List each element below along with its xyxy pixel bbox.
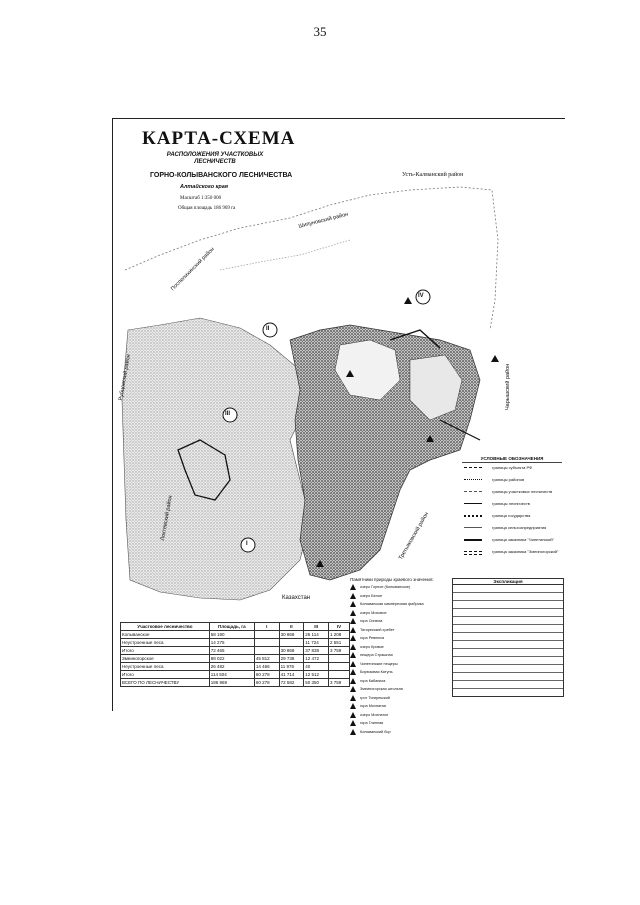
poi-item <box>350 661 455 670</box>
legend-label: границы субъекта РФ <box>492 465 533 470</box>
table-cell <box>328 663 349 671</box>
table-cell: 60 278 <box>254 671 279 679</box>
map-legend <box>462 456 562 559</box>
table-cell: Неустроенные леса <box>121 663 210 671</box>
legend-label: границы лесничеств <box>492 501 530 506</box>
poi-label: гора Ревнюха <box>360 636 385 640</box>
legend-label: граница государства <box>492 513 531 518</box>
neighbor-label: Чарышский район <box>505 363 511 410</box>
table-row <box>121 647 350 655</box>
table-header-row <box>121 623 350 631</box>
poi-item <box>350 669 455 678</box>
legend-symbol <box>464 503 482 504</box>
legend-title: УСЛОВНЫЕ ОБОЗНАЧЕНИЯ <box>462 456 562 463</box>
legend-label: границы участковых лесничеств <box>492 489 553 494</box>
region-name: Алтайского края <box>180 184 229 190</box>
marker-label: II <box>266 326 270 332</box>
poi-label: озеро Белое <box>360 593 383 598</box>
legend-symbol <box>464 467 482 468</box>
table-header: I <box>254 623 279 631</box>
table-row <box>121 663 350 671</box>
poi-label: гора Кабаниха <box>360 678 386 683</box>
legend-item <box>462 523 562 535</box>
poi-item <box>350 652 455 661</box>
neighbor-label: Поспелихинский район <box>170 246 216 293</box>
table-row <box>121 655 350 663</box>
page-number: 35 <box>313 24 327 39</box>
poi-list <box>350 577 455 737</box>
poi-label: Бирюзовая Катунь <box>360 670 393 674</box>
subtitle-line-1: РАСПОЛОЖЕНИЯ УЧАСТКОВЫХ <box>166 152 264 158</box>
total-area: Общая площадь 186 969 га <box>178 206 236 211</box>
poi-label: озеро Горное (Колыванское) <box>360 585 411 589</box>
table-cell: 11 724 <box>304 639 329 647</box>
neighbor-label: Казахстан <box>282 595 311 601</box>
triangle-icon <box>350 669 356 675</box>
table-cell: 14 466 <box>254 663 279 671</box>
table-cell: Змеиногорское <box>121 655 210 663</box>
table-cell: 14 275 <box>209 639 254 647</box>
triangle-icon <box>350 678 356 684</box>
marker-label: III <box>225 411 231 417</box>
explication-row <box>453 665 563 673</box>
table-cell: 72 465 <box>209 647 254 655</box>
explication-row <box>453 617 563 625</box>
legend-item <box>462 511 562 523</box>
poi-item <box>350 712 455 721</box>
neighbor-label: Третьяковский район <box>398 511 431 561</box>
triangle-icon <box>350 652 356 658</box>
neighbor-label: Рубцовский район <box>118 353 133 402</box>
explication-row <box>453 673 563 681</box>
legend-item <box>462 547 562 559</box>
map-subtitle <box>165 152 265 166</box>
poi-label: озеро Моховое <box>360 610 387 615</box>
poi-label: озеро Мохнатое <box>360 712 389 717</box>
legend-symbol <box>464 551 482 555</box>
poi-label: Тигирекский хребет <box>360 627 395 632</box>
poi-item <box>350 593 455 602</box>
table-cell <box>279 639 304 647</box>
triangle-icon <box>350 729 356 735</box>
table-row <box>121 671 350 679</box>
explication-row <box>453 681 563 689</box>
poi-title: Памятники природы краевого значения: <box>350 577 434 582</box>
legend-symbol <box>464 491 482 492</box>
legend-symbol <box>464 527 482 528</box>
neighbor-label: Усть-Калманский район <box>402 172 464 178</box>
table-cell <box>328 655 349 663</box>
table-cell: 3 759 <box>328 647 349 655</box>
poi-item <box>350 720 455 729</box>
table-cell <box>254 639 279 647</box>
poi-label: гора Глинная <box>360 721 384 725</box>
poi-label: грот Тигирекский <box>360 695 390 700</box>
poi-item <box>350 729 455 738</box>
poi-label: Змеиногорская штольня <box>360 687 403 691</box>
table-cell: Итого <box>121 671 210 679</box>
poi-item <box>350 627 455 636</box>
table-cell: 50 350 <box>304 679 329 687</box>
explication-row <box>453 601 563 609</box>
triangle-icon <box>350 661 356 667</box>
poi-triangle <box>491 355 499 362</box>
table-cell: 186 969 <box>209 679 254 687</box>
legend-item <box>462 475 562 487</box>
triangle-icon <box>350 584 356 590</box>
legend-symbol <box>464 539 482 541</box>
poi-item <box>350 686 455 695</box>
triangle-icon <box>350 635 356 641</box>
table-cell: 60 278 <box>254 679 279 687</box>
neighbor-label: Локтевский район <box>160 495 174 542</box>
map-title: КАРТА-СХЕМА <box>142 128 296 149</box>
table-cell: 2 551 <box>328 639 349 647</box>
legend-label: граница заказника "Чинетинский" <box>492 537 555 542</box>
table-cell: 40 <box>304 663 329 671</box>
explication-row <box>453 657 563 665</box>
table-cell: 3 759 <box>328 679 349 687</box>
explication-row <box>453 593 563 601</box>
explication-row <box>453 641 563 649</box>
table-cell: 88 022 <box>209 655 254 663</box>
table-header: IV <box>328 623 349 631</box>
triangle-icon <box>350 627 356 633</box>
legend-symbol <box>464 515 482 517</box>
poi-item <box>350 610 455 619</box>
table-cell: Неустроенные леса <box>121 639 210 647</box>
legend-label: граница заказника "Змеиногорский" <box>492 549 559 554</box>
poi-item <box>350 695 455 704</box>
table-cell: 29 738 <box>279 655 304 663</box>
table-cell: 72 582 <box>279 679 304 687</box>
explication-row <box>453 625 563 633</box>
table-row <box>121 631 350 639</box>
marker-label: IV <box>418 293 424 299</box>
table-cell: 30 868 <box>279 631 304 639</box>
table-cell: 26 482 <box>209 663 254 671</box>
table-cell: 30 868 <box>279 647 304 655</box>
table-cell <box>254 631 279 639</box>
triangle-icon <box>350 712 356 718</box>
area-table <box>120 622 350 687</box>
marker-label: I <box>246 541 248 547</box>
map-scale: Масштаб 1:350 000 <box>180 196 222 201</box>
table-cell: 45 812 <box>254 655 279 663</box>
triangle-icon <box>350 720 356 726</box>
poi-label: гора Синюха <box>360 619 383 623</box>
subtitle-line-2: ЛЕСНИЧЕСТВ <box>194 159 236 165</box>
table-header: II <box>279 623 304 631</box>
marker-circle <box>241 538 255 552</box>
poi-item <box>350 635 455 644</box>
table-row <box>121 639 350 647</box>
legend-item <box>462 487 562 499</box>
explication-row <box>453 609 563 617</box>
explication-row <box>453 585 563 593</box>
table-cell: 41 714 <box>279 671 304 679</box>
poi-item <box>350 584 455 593</box>
explication-row <box>453 649 563 657</box>
poi-label: гора Мохнатая <box>360 704 386 708</box>
poi-label: Чинетинские пещеры <box>360 661 398 666</box>
triangle-icon <box>350 686 356 692</box>
explication-row <box>453 689 563 696</box>
table-row <box>121 679 350 687</box>
legend-item <box>462 499 562 511</box>
table-header: Участковое лесничество <box>121 623 210 631</box>
neighbor-label: Шипуновский район <box>298 211 349 230</box>
table-cell: 37 838 <box>304 647 329 655</box>
table-cell: 12 512 <box>304 671 329 679</box>
poi-item <box>350 601 455 610</box>
table-cell: ВСЕГО ПО ЛЕСНИЧЕСТВУ <box>121 679 210 687</box>
table-cell: 12 472 <box>304 655 329 663</box>
poi-label: озеро Кривое <box>360 644 384 649</box>
table-header: III <box>304 623 329 631</box>
explication-box <box>452 578 564 697</box>
explication-row <box>453 633 563 641</box>
table-cell: 26 114 <box>304 631 329 639</box>
legend-label: граница сельхозпредприятия <box>492 525 547 530</box>
poi-item <box>350 618 455 627</box>
poi-label: Колыванская камнерезная фабрика <box>360 602 424 606</box>
poi-item <box>350 678 455 687</box>
table-cell: 58 190 <box>209 631 254 639</box>
legend-symbol <box>464 479 482 480</box>
legend-item <box>462 463 562 475</box>
poi-item <box>350 644 455 653</box>
river <box>220 240 350 270</box>
table-cell: Колыванское <box>121 631 210 639</box>
triangle-icon <box>350 703 356 709</box>
table-cell: 11 976 <box>279 663 304 671</box>
forest-area-west <box>122 318 310 600</box>
table-cell: 114 504 <box>209 671 254 679</box>
explication-title: Экспликация <box>453 579 563 585</box>
table-cell: 1 208 <box>328 631 349 639</box>
triangle-icon <box>350 618 356 624</box>
legend-label: границы районов <box>492 477 525 482</box>
poi-item <box>350 703 455 712</box>
poi-label: Колыванский бор <box>360 729 391 734</box>
poi-triangle <box>404 297 412 304</box>
table-cell <box>328 671 349 679</box>
forestry-name: ГОРНО-КОЛЫВАНСКОГО ЛЕСНИЧЕСТВА <box>150 172 293 179</box>
triangle-icon <box>350 644 356 650</box>
legend-item <box>462 535 562 547</box>
triangle-icon <box>350 610 356 616</box>
table-cell <box>254 647 279 655</box>
triangle-icon <box>350 601 356 607</box>
table-header: Площадь, га <box>209 623 254 631</box>
table-cell: Итого <box>121 647 210 655</box>
triangle-icon <box>350 593 356 599</box>
poi-label: пещера Страшная <box>360 653 393 657</box>
triangle-icon <box>350 695 356 701</box>
